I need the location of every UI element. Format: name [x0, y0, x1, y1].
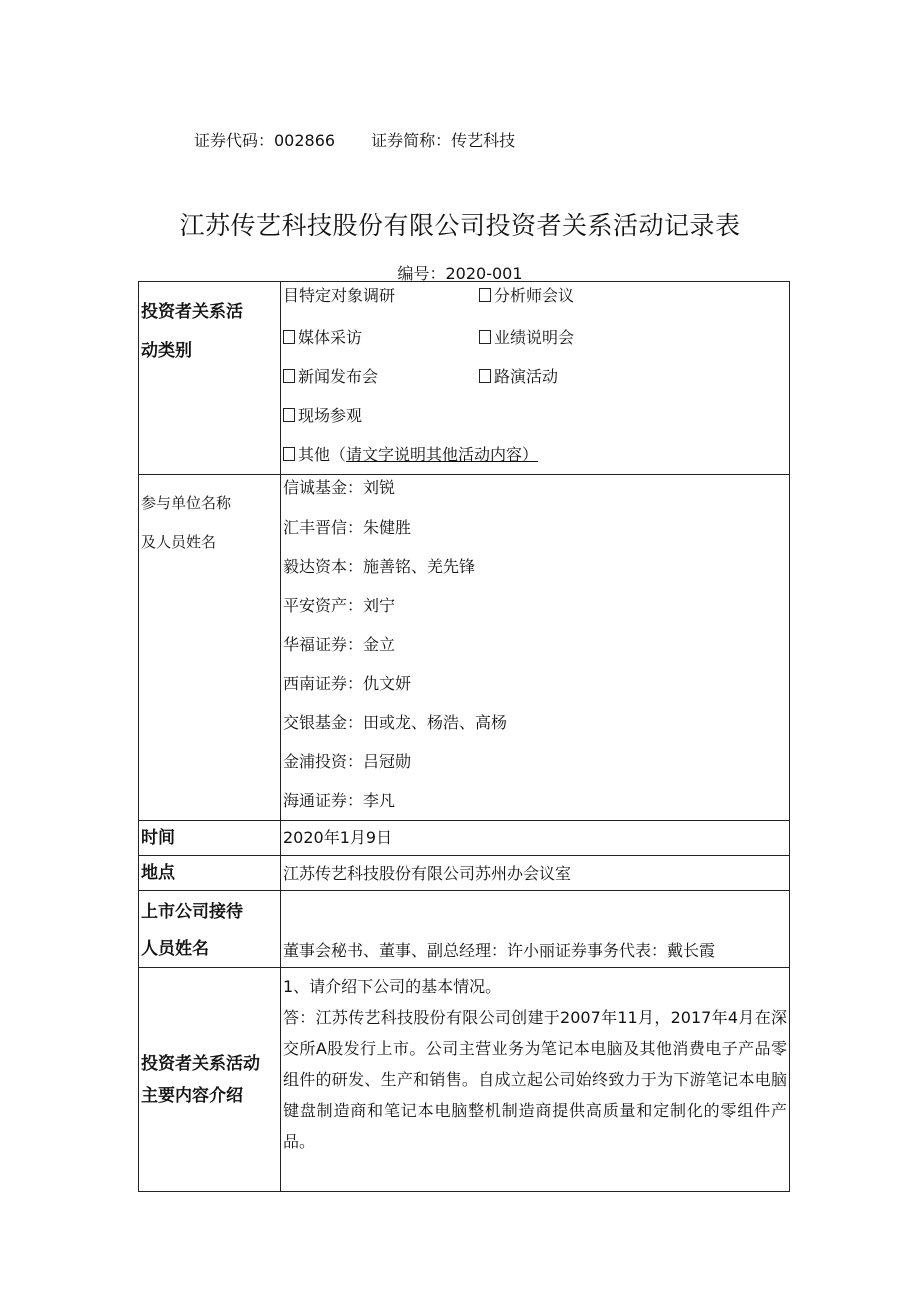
checkbox-icon[interactable] — [283, 369, 295, 383]
serial-number: 编号：2020-001 — [397, 264, 523, 283]
list-item: 汇丰晋信：朱健胜 — [283, 518, 412, 537]
option-analyst-meeting[interactable]: 分析师会议 — [479, 282, 574, 318]
answer-text: 答：江苏传艺科技股份有限公司创建于2007年11月，2017年4月在深交所A股发行上市。公司主营业务为笔记本电脑及其他消费电子产品零组件的研发、生产和销售。自成立起公司始终致力于为下游笔记本电脑键盘制造商和笔记本电脑整机制造商提供高质量和定制化的零组件产品。 — [283, 1008, 787, 1151]
activity-type-options — [281, 282, 790, 475]
other-description: 请文字说明其他活动内容） — [346, 445, 539, 464]
participants-label — [139, 475, 281, 821]
checkbox-icon[interactable] — [479, 288, 491, 302]
content-body — [281, 968, 790, 1192]
checkbox-icon[interactable] — [283, 447, 295, 461]
time-label: 时间 — [139, 821, 281, 856]
checkbox-icon[interactable] — [479, 369, 491, 383]
stock-code: 证券代码：002866 — [194, 131, 336, 150]
list-item: 交银基金：田或龙、杨浩、高杨 — [283, 713, 508, 732]
option-earnings-briefing[interactable]: 业绩说明会 — [479, 318, 574, 357]
checkbox-icon[interactable] — [283, 330, 295, 344]
list-item: 海通证券：李凡 — [283, 791, 396, 810]
row-participants — [139, 475, 790, 821]
list-item: 毅达资本：施善铭、羌先锋 — [283, 557, 476, 576]
list-item: 平安资产：刘宁 — [283, 596, 396, 615]
row-content — [139, 968, 790, 1192]
location-label: 地点 — [139, 856, 281, 891]
participants-label-line1: 参与单位名称 — [141, 494, 232, 512]
question-text: 1、请介绍下公司的基本情况。 — [283, 977, 502, 996]
participants-label-line2: 及人员姓名 — [141, 533, 217, 551]
activity-type-label-line2: 动类别 — [141, 341, 192, 361]
stock-name: 证券简称：传艺科技 — [371, 131, 516, 150]
stock-info-line — [194, 128, 515, 151]
reception-value: 董事会秘书、董事、副总经理：许小丽证券事务代表：戴长霞 — [281, 891, 790, 968]
checkbox-icon[interactable] — [479, 330, 491, 344]
reception-label: 上市公司接待 人员姓名 — [139, 891, 281, 968]
checkbox-icon[interactable] — [283, 408, 295, 422]
option-site-visit[interactable]: 现场参观 — [283, 396, 787, 435]
option-specific-research[interactable]: 目特定对象调研 — [283, 286, 396, 305]
content-label: 投资者关系活动 主要内容介绍 — [139, 968, 281, 1192]
list-item: 信诚基金：刘锐 — [283, 478, 396, 497]
time-value: 2020年1月9日 — [281, 821, 790, 856]
row-activity-type — [139, 282, 790, 475]
list-item: 华福证券：金立 — [283, 635, 396, 654]
activity-type-label — [139, 282, 281, 475]
option-other[interactable]: 其他（请文字说明其他活动内容） — [283, 435, 787, 474]
record-table — [138, 281, 790, 1192]
row-time — [139, 821, 790, 856]
row-reception — [139, 891, 790, 968]
location-value: 江苏传艺科技股份有限公司苏州办会议室 — [281, 856, 790, 891]
option-roadshow[interactable]: 路演活动 — [479, 357, 558, 396]
option-press-conference[interactable]: 新闻发布会 — [283, 357, 479, 396]
participants-list — [281, 475, 790, 821]
row-location — [139, 856, 790, 891]
list-item: 金浦投资：吕冠勋 — [283, 752, 412, 771]
page-title: 江苏传艺科技股份有限公司投资者关系活动记录表 — [179, 211, 741, 240]
list-item: 西南证券：仇文妍 — [283, 674, 412, 693]
activity-type-label-line1: 投资者关系活 — [141, 302, 243, 322]
option-media-interview[interactable]: 媒体采访 — [283, 318, 479, 357]
